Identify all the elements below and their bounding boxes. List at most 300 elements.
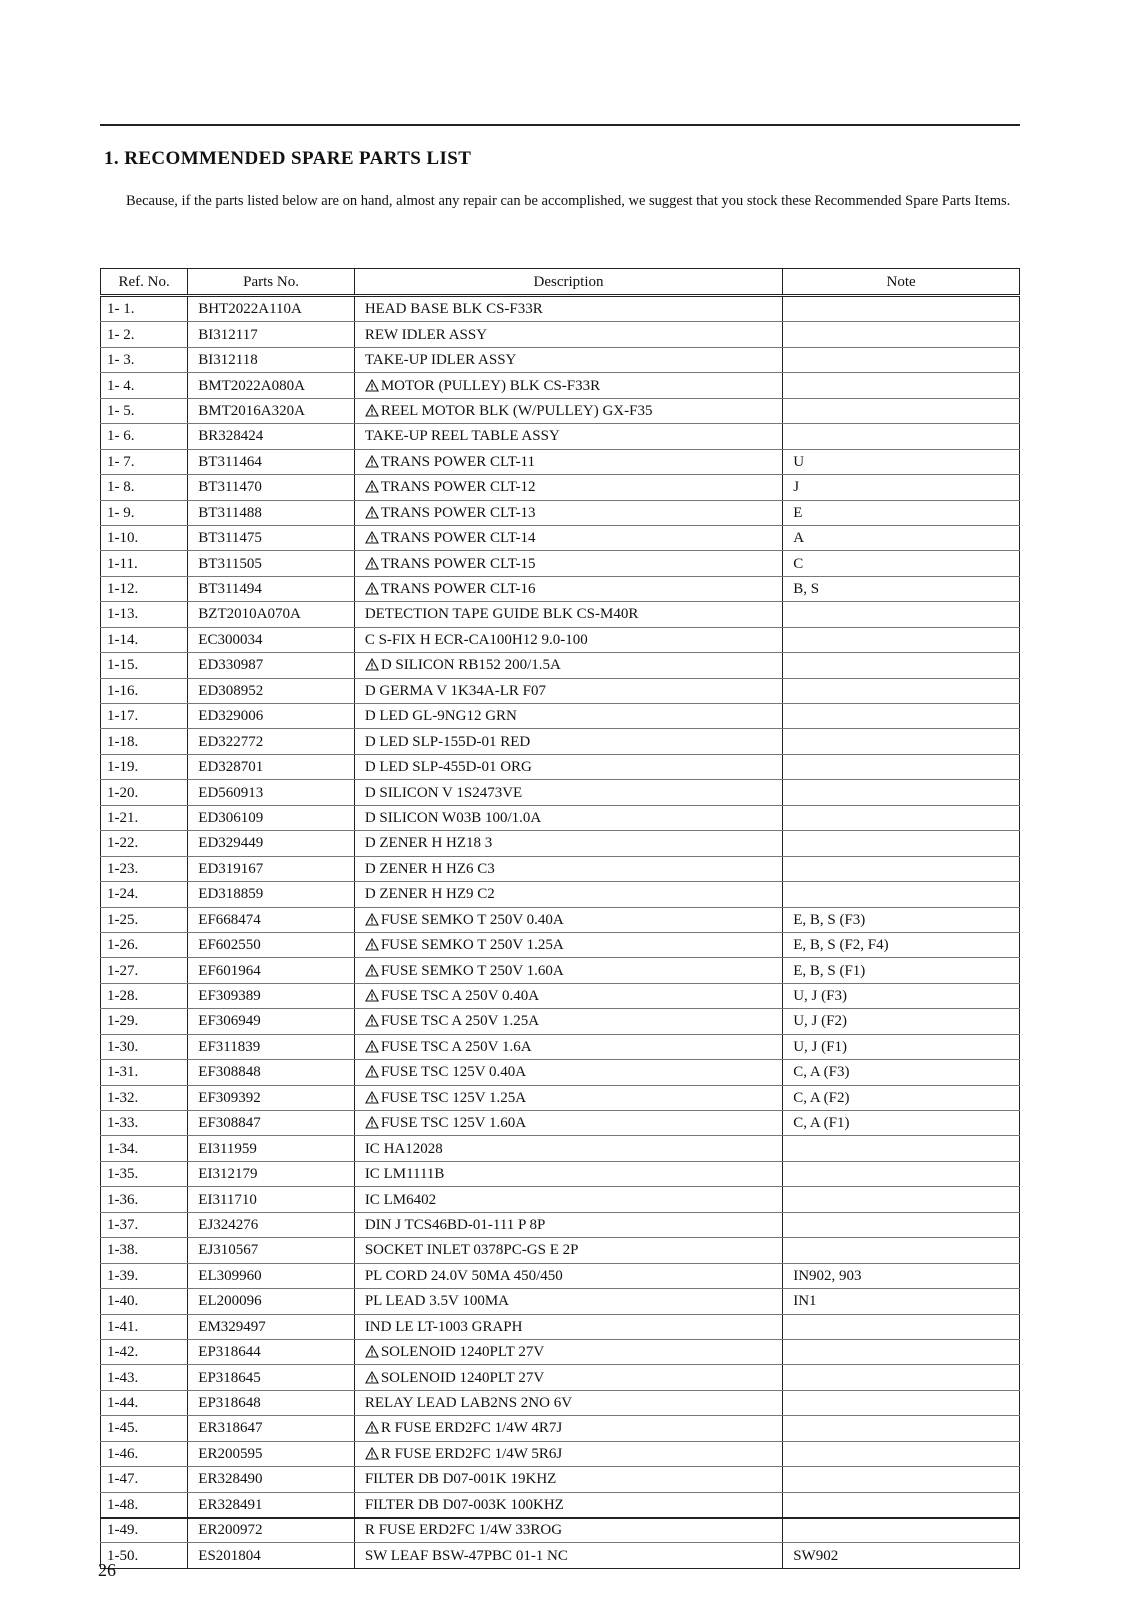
note-cell bbox=[783, 1492, 1020, 1517]
table-row bbox=[101, 1518, 1020, 1543]
description-text: D SILICON RB152 200/1.5A bbox=[380, 657, 561, 674]
description-text: IND LE LT-1003 GRAPH bbox=[364, 1318, 523, 1335]
note-cell: IN1 bbox=[783, 1289, 1020, 1314]
description-text: REEL MOTOR BLK (W/PULLEY) GX-F35 bbox=[380, 402, 653, 419]
description-cell bbox=[354, 398, 782, 423]
description-cell bbox=[354, 1060, 782, 1085]
note-cell: E, B, S (F1) bbox=[783, 958, 1020, 983]
description-cell bbox=[354, 653, 782, 678]
description-cell bbox=[354, 1238, 782, 1263]
table-row bbox=[101, 1441, 1020, 1466]
description-cell bbox=[354, 1339, 782, 1364]
parts-no-cell: EF309389 bbox=[188, 983, 355, 1008]
note-cell bbox=[783, 398, 1020, 423]
section-heading: 1. RECOMMENDED SPARE PARTS LIST bbox=[104, 148, 472, 169]
description-cell bbox=[354, 754, 782, 779]
parts-no-cell: EP318644 bbox=[188, 1339, 355, 1364]
parts-no-cell: ES201804 bbox=[188, 1543, 355, 1568]
table-row bbox=[101, 1467, 1020, 1492]
caution-triangle-icon bbox=[365, 984, 381, 1008]
note-cell bbox=[783, 704, 1020, 729]
caution-triangle-icon bbox=[365, 501, 381, 525]
description-text: FUSE SEMKO T 250V 0.40A bbox=[380, 911, 564, 928]
note-cell bbox=[783, 1314, 1020, 1339]
description-text: SOLENOID 1240PLT 27V bbox=[380, 1369, 545, 1386]
ref-no-cell: 1- 5. bbox=[101, 398, 188, 423]
table-header-row bbox=[101, 269, 1020, 296]
note-cell bbox=[783, 347, 1020, 372]
parts-no-cell: EL200096 bbox=[188, 1289, 355, 1314]
description-text: R FUSE ERD2FC 1/4W 5R6J bbox=[380, 1445, 563, 1462]
note-cell: J bbox=[783, 475, 1020, 500]
caution-triangle-icon bbox=[365, 1035, 381, 1059]
table-row bbox=[101, 1161, 1020, 1186]
description-cell bbox=[354, 576, 782, 601]
ref-no-cell: 1-44. bbox=[101, 1390, 188, 1415]
note-cell bbox=[783, 1161, 1020, 1186]
ref-no-cell: 1-10. bbox=[101, 525, 188, 550]
description-text: MOTOR (PULLEY) BLK CS-F33R bbox=[380, 377, 601, 394]
caution-triangle-icon bbox=[365, 475, 381, 499]
ref-no-cell: 1-11. bbox=[101, 551, 188, 576]
table-body bbox=[101, 296, 1020, 1569]
ref-no-cell: 1- 2. bbox=[101, 322, 188, 347]
intro-paragraph: Because, if the parts listed below are on hand, almost any repair can be accomplished, we suggest that you stock these Recommended Spare Parts Items. bbox=[126, 193, 1011, 209]
description-cell bbox=[354, 1467, 782, 1492]
description-cell bbox=[354, 1212, 782, 1237]
caution-triangle-icon bbox=[365, 399, 381, 423]
description-text: TRANS POWER CLT-16 bbox=[380, 581, 536, 598]
ref-no-cell: 1-34. bbox=[101, 1136, 188, 1161]
ref-no-cell: 1-32. bbox=[101, 1085, 188, 1110]
table-row bbox=[101, 373, 1020, 398]
ref-no-cell: 1- 8. bbox=[101, 475, 188, 500]
description-text: PL LEAD 3.5V 100MA bbox=[364, 1293, 509, 1310]
table-row bbox=[101, 1289, 1020, 1314]
note-cell: C, A (F3) bbox=[783, 1060, 1020, 1085]
parts-no-cell: BHT2022A110A bbox=[188, 296, 355, 322]
table-row bbox=[101, 627, 1020, 652]
note-cell bbox=[783, 1339, 1020, 1364]
caution-triangle-icon bbox=[365, 959, 381, 983]
ref-no-cell: 1-47. bbox=[101, 1467, 188, 1492]
note-cell bbox=[783, 424, 1020, 449]
caution-triangle-icon bbox=[365, 1442, 381, 1466]
ref-no-cell: 1-43. bbox=[101, 1365, 188, 1390]
parts-no-cell: ED319167 bbox=[188, 856, 355, 881]
bottom-rule bbox=[100, 1517, 1020, 1519]
parts-no-cell: ED308952 bbox=[188, 678, 355, 703]
note-cell: E, B, S (F2, F4) bbox=[783, 932, 1020, 957]
ref-no-cell: 1-25. bbox=[101, 907, 188, 932]
description-text: D ZENER H HZ18 3 bbox=[364, 835, 493, 852]
parts-no-cell: EF308847 bbox=[188, 1111, 355, 1136]
ref-no-cell: 1- 1. bbox=[101, 296, 188, 322]
note-cell: E bbox=[783, 500, 1020, 525]
note-cell: C, A (F2) bbox=[783, 1085, 1020, 1110]
parts-no-cell: BT311470 bbox=[188, 475, 355, 500]
parts-no-cell: ED328701 bbox=[188, 754, 355, 779]
table-row bbox=[101, 576, 1020, 601]
note-cell bbox=[783, 653, 1020, 678]
ref-no-cell: 1-50. bbox=[101, 1543, 188, 1568]
table-row bbox=[101, 449, 1020, 474]
parts-no-cell: ED329449 bbox=[188, 831, 355, 856]
description-cell bbox=[354, 1161, 782, 1186]
description-text: D GERMA V 1K34A-LR F07 bbox=[364, 682, 546, 699]
table-row bbox=[101, 1187, 1020, 1212]
description-cell bbox=[354, 1009, 782, 1034]
table-row bbox=[101, 805, 1020, 830]
ref-no-cell: 1-46. bbox=[101, 1441, 188, 1466]
note-cell bbox=[783, 882, 1020, 907]
table-row bbox=[101, 1543, 1020, 1568]
ref-no-cell: 1-22. bbox=[101, 831, 188, 856]
table-row bbox=[101, 856, 1020, 881]
parts-no-cell: EJ324276 bbox=[188, 1212, 355, 1237]
parts-no-cell: ER200595 bbox=[188, 1441, 355, 1466]
note-cell bbox=[783, 1441, 1020, 1466]
description-text: D SILICON V 1S2473VE bbox=[364, 784, 523, 801]
description-cell bbox=[354, 1187, 782, 1212]
note-cell bbox=[783, 627, 1020, 652]
table-row bbox=[101, 1314, 1020, 1339]
description-cell bbox=[354, 780, 782, 805]
caution-triangle-icon bbox=[365, 1009, 381, 1033]
note-cell bbox=[783, 805, 1020, 830]
parts-no-cell: BMT2016A320A bbox=[188, 398, 355, 423]
caution-triangle-icon bbox=[365, 933, 381, 957]
description-text: FILTER DB D07-003K 100KHZ bbox=[364, 1496, 564, 1513]
table-row bbox=[101, 1009, 1020, 1034]
description-cell bbox=[354, 296, 782, 322]
table-row bbox=[101, 729, 1020, 754]
note-cell bbox=[783, 1136, 1020, 1161]
description-cell bbox=[354, 678, 782, 703]
note-cell bbox=[783, 831, 1020, 856]
description-cell bbox=[354, 424, 782, 449]
description-cell bbox=[354, 373, 782, 398]
ref-no-cell: 1-13. bbox=[101, 602, 188, 627]
description-cell bbox=[354, 1034, 782, 1059]
description-text: TRANS POWER CLT-12 bbox=[380, 479, 536, 496]
description-text: HEAD BASE BLK CS-F33R bbox=[364, 301, 543, 318]
table-row bbox=[101, 347, 1020, 372]
description-text: FUSE TSC A 250V 1.6A bbox=[380, 1038, 532, 1055]
caution-triangle-icon bbox=[365, 526, 381, 550]
table-row bbox=[101, 1136, 1020, 1161]
ref-no-cell: 1-20. bbox=[101, 780, 188, 805]
table-row bbox=[101, 831, 1020, 856]
ref-no-cell: 1-16. bbox=[101, 678, 188, 703]
parts-no-cell: EL309960 bbox=[188, 1263, 355, 1288]
table-row bbox=[101, 958, 1020, 983]
description-text: TRANS POWER CLT-14 bbox=[380, 530, 536, 547]
description-text: TRANS POWER CLT-11 bbox=[380, 453, 536, 470]
caution-triangle-icon bbox=[365, 374, 381, 398]
table-row bbox=[101, 1339, 1020, 1364]
description-cell bbox=[354, 1416, 782, 1441]
parts-no-cell: EF311839 bbox=[188, 1034, 355, 1059]
ref-no-cell: 1-48. bbox=[101, 1492, 188, 1517]
header-note: Note bbox=[783, 269, 1020, 296]
description-cell bbox=[354, 627, 782, 652]
note-cell: U, J (F1) bbox=[783, 1034, 1020, 1059]
parts-no-cell: ED318859 bbox=[188, 882, 355, 907]
description-text: TRANS POWER CLT-13 bbox=[380, 504, 536, 521]
parts-no-cell: ED330987 bbox=[188, 653, 355, 678]
table-row bbox=[101, 500, 1020, 525]
parts-no-cell: BT311494 bbox=[188, 576, 355, 601]
description-cell bbox=[354, 322, 782, 347]
caution-triangle-icon bbox=[365, 577, 381, 601]
table-row bbox=[101, 653, 1020, 678]
parts-no-cell: BI312118 bbox=[188, 347, 355, 372]
description-cell bbox=[354, 704, 782, 729]
top-rule bbox=[100, 124, 1020, 126]
caution-triangle-icon bbox=[365, 1366, 381, 1390]
note-cell: C bbox=[783, 551, 1020, 576]
description-text: SW LEAF BSW-47PBC 01-1 NC bbox=[364, 1547, 568, 1564]
description-cell bbox=[354, 449, 782, 474]
note-cell bbox=[783, 1416, 1020, 1441]
ref-no-cell: 1-23. bbox=[101, 856, 188, 881]
parts-no-cell: BI312117 bbox=[188, 322, 355, 347]
parts-no-cell: EI311710 bbox=[188, 1187, 355, 1212]
parts-no-cell: ER328491 bbox=[188, 1492, 355, 1517]
description-text: FUSE TSC A 250V 0.40A bbox=[380, 988, 540, 1005]
note-cell bbox=[783, 1390, 1020, 1415]
description-text: FUSE TSC 125V 1.60A bbox=[380, 1115, 527, 1132]
parts-no-cell: BZT2010A070A bbox=[188, 602, 355, 627]
description-text: D SILICON W03B 100/1.0A bbox=[364, 809, 542, 826]
note-cell: E, B, S (F3) bbox=[783, 907, 1020, 932]
note-cell bbox=[783, 1518, 1020, 1543]
description-text: FUSE SEMKO T 250V 1.60A bbox=[380, 962, 564, 979]
parts-no-cell: EI312179 bbox=[188, 1161, 355, 1186]
ref-no-cell: 1-35. bbox=[101, 1161, 188, 1186]
ref-no-cell: 1-40. bbox=[101, 1289, 188, 1314]
table-row bbox=[101, 296, 1020, 322]
parts-no-cell: EF602550 bbox=[188, 932, 355, 957]
description-cell bbox=[354, 729, 782, 754]
note-cell: A bbox=[783, 525, 1020, 550]
note-cell: U, J (F3) bbox=[783, 983, 1020, 1008]
table-row bbox=[101, 678, 1020, 703]
parts-no-cell: ER200972 bbox=[188, 1518, 355, 1543]
note-cell bbox=[783, 754, 1020, 779]
description-cell bbox=[354, 856, 782, 881]
parts-no-cell: ED306109 bbox=[188, 805, 355, 830]
note-cell bbox=[783, 1467, 1020, 1492]
description-text: PL CORD 24.0V 50MA 450/450 bbox=[364, 1267, 563, 1284]
ref-no-cell: 1- 7. bbox=[101, 449, 188, 474]
parts-no-cell: EM329497 bbox=[188, 1314, 355, 1339]
description-cell bbox=[354, 958, 782, 983]
description-cell bbox=[354, 602, 782, 627]
table-row bbox=[101, 1034, 1020, 1059]
description-cell bbox=[354, 1289, 782, 1314]
parts-no-cell: EI311959 bbox=[188, 1136, 355, 1161]
description-text: SOLENOID 1240PLT 27V bbox=[380, 1344, 545, 1361]
description-text: TAKE-UP IDLER ASSY bbox=[364, 352, 517, 369]
ref-no-cell: 1-17. bbox=[101, 704, 188, 729]
description-cell bbox=[354, 551, 782, 576]
table-row bbox=[101, 1212, 1020, 1237]
parts-no-cell: BT311475 bbox=[188, 525, 355, 550]
note-cell bbox=[783, 1365, 1020, 1390]
description-text: FUSE TSC 125V 0.40A bbox=[380, 1064, 527, 1081]
table-row bbox=[101, 1111, 1020, 1136]
caution-triangle-icon bbox=[365, 908, 381, 932]
description-text: FUSE TSC A 250V 1.25A bbox=[380, 1013, 540, 1030]
description-cell bbox=[354, 831, 782, 856]
ref-no-cell: 1- 6. bbox=[101, 424, 188, 449]
parts-no-cell: ER318647 bbox=[188, 1416, 355, 1441]
parts-no-cell: EF306949 bbox=[188, 1009, 355, 1034]
caution-triangle-icon bbox=[365, 1416, 381, 1440]
table-row bbox=[101, 1492, 1020, 1517]
description-cell bbox=[354, 1085, 782, 1110]
description-text: C S-FIX H ECR-CA100H12 9.0-100 bbox=[364, 631, 588, 648]
description-text: FUSE TSC 125V 1.25A bbox=[380, 1089, 527, 1106]
table-row bbox=[101, 1365, 1020, 1390]
ref-no-cell: 1-30. bbox=[101, 1034, 188, 1059]
table-row bbox=[101, 1263, 1020, 1288]
description-cell bbox=[354, 525, 782, 550]
note-cell bbox=[783, 729, 1020, 754]
ref-no-cell: 1-49. bbox=[101, 1518, 188, 1543]
note-cell: B, S bbox=[783, 576, 1020, 601]
description-cell bbox=[354, 347, 782, 372]
parts-no-cell: EF668474 bbox=[188, 907, 355, 932]
ref-no-cell: 1- 4. bbox=[101, 373, 188, 398]
table-row bbox=[101, 602, 1020, 627]
note-cell: U, J (F2) bbox=[783, 1009, 1020, 1034]
ref-no-cell: 1-26. bbox=[101, 932, 188, 957]
ref-no-cell: 1-27. bbox=[101, 958, 188, 983]
description-cell bbox=[354, 1543, 782, 1568]
parts-no-cell: EF309392 bbox=[188, 1085, 355, 1110]
description-cell bbox=[354, 1314, 782, 1339]
description-text: D LED SLP-155D-01 RED bbox=[364, 733, 531, 750]
note-cell bbox=[783, 322, 1020, 347]
description-text: IC HA12028 bbox=[364, 1140, 443, 1157]
description-text: DIN J TCS46BD-01-111 P 8P bbox=[364, 1216, 546, 1233]
ref-no-cell: 1- 3. bbox=[101, 347, 188, 372]
description-cell bbox=[354, 1111, 782, 1136]
ref-no-cell: 1-41. bbox=[101, 1314, 188, 1339]
table-row bbox=[101, 780, 1020, 805]
table-row bbox=[101, 551, 1020, 576]
note-cell bbox=[783, 1187, 1020, 1212]
description-text: TAKE-UP REEL TABLE ASSY bbox=[364, 428, 560, 445]
table-row bbox=[101, 475, 1020, 500]
description-text: D LED SLP-455D-01 ORG bbox=[364, 759, 532, 776]
description-cell bbox=[354, 907, 782, 932]
description-text: R FUSE ERD2FC 1/4W 33ROG bbox=[364, 1522, 563, 1539]
description-text: IC LM6402 bbox=[364, 1191, 437, 1208]
parts-no-cell: ED322772 bbox=[188, 729, 355, 754]
table-row bbox=[101, 932, 1020, 957]
description-cell bbox=[354, 932, 782, 957]
parts-no-cell: ED329006 bbox=[188, 704, 355, 729]
spare-parts-table bbox=[100, 268, 1020, 1569]
description-cell bbox=[354, 500, 782, 525]
description-text: SOCKET INLET 0378PC-GS E 2P bbox=[364, 1242, 579, 1259]
note-cell: C, A (F1) bbox=[783, 1111, 1020, 1136]
parts-no-cell: BT311464 bbox=[188, 449, 355, 474]
table-row bbox=[101, 983, 1020, 1008]
description-cell bbox=[354, 882, 782, 907]
table-row bbox=[101, 1238, 1020, 1263]
header-parts-no: Parts No. bbox=[188, 269, 355, 296]
note-cell bbox=[783, 1212, 1020, 1237]
table-row bbox=[101, 424, 1020, 449]
note-cell: IN902, 903 bbox=[783, 1263, 1020, 1288]
caution-triangle-icon bbox=[365, 1340, 381, 1364]
caution-triangle-icon bbox=[365, 1111, 381, 1135]
parts-no-cell: EP318645 bbox=[188, 1365, 355, 1390]
note-cell bbox=[783, 296, 1020, 322]
description-text: R FUSE ERD2FC 1/4W 4R7J bbox=[380, 1420, 563, 1437]
description-cell bbox=[354, 1263, 782, 1288]
note-cell bbox=[783, 780, 1020, 805]
caution-triangle-icon bbox=[365, 552, 381, 576]
parts-no-cell: BT311505 bbox=[188, 551, 355, 576]
note-cell: U bbox=[783, 449, 1020, 474]
table-row bbox=[101, 1390, 1020, 1415]
parts-no-cell: EF308848 bbox=[188, 1060, 355, 1085]
table-row bbox=[101, 1085, 1020, 1110]
caution-triangle-icon bbox=[365, 450, 381, 474]
description-text: D ZENER H HZ6 C3 bbox=[364, 860, 495, 877]
description-cell bbox=[354, 1518, 782, 1543]
description-text: D ZENER H HZ9 C2 bbox=[364, 886, 495, 903]
description-text: RELAY LEAD LAB2NS 2NO 6V bbox=[364, 1395, 573, 1412]
description-text: FILTER DB D07-001K 19KHZ bbox=[364, 1471, 557, 1488]
ref-no-cell: 1-28. bbox=[101, 983, 188, 1008]
note-cell bbox=[783, 602, 1020, 627]
page-number: 26 bbox=[98, 1560, 116, 1580]
parts-no-cell: BR328424 bbox=[188, 424, 355, 449]
parts-no-cell: EF601964 bbox=[188, 958, 355, 983]
ref-no-cell: 1-36. bbox=[101, 1187, 188, 1212]
ref-no-cell: 1-42. bbox=[101, 1339, 188, 1364]
description-text: DETECTION TAPE GUIDE BLK CS-M40R bbox=[364, 606, 639, 623]
ref-no-cell: 1-24. bbox=[101, 882, 188, 907]
ref-no-cell: 1-38. bbox=[101, 1238, 188, 1263]
table-row bbox=[101, 525, 1020, 550]
description-cell bbox=[354, 1365, 782, 1390]
parts-no-cell: EC300034 bbox=[188, 627, 355, 652]
ref-no-cell: 1-15. bbox=[101, 653, 188, 678]
description-cell bbox=[354, 1136, 782, 1161]
ref-no-cell: 1-21. bbox=[101, 805, 188, 830]
ref-no-cell: 1- 9. bbox=[101, 500, 188, 525]
description-cell bbox=[354, 805, 782, 830]
table-row bbox=[101, 882, 1020, 907]
table-row bbox=[101, 398, 1020, 423]
parts-no-cell: EJ310567 bbox=[188, 1238, 355, 1263]
caution-triangle-icon bbox=[365, 653, 381, 677]
description-cell bbox=[354, 475, 782, 500]
parts-no-cell: EP318648 bbox=[188, 1390, 355, 1415]
table-row bbox=[101, 907, 1020, 932]
description-cell bbox=[354, 1390, 782, 1415]
ref-no-cell: 1-45. bbox=[101, 1416, 188, 1441]
header-description: Description bbox=[354, 269, 782, 296]
